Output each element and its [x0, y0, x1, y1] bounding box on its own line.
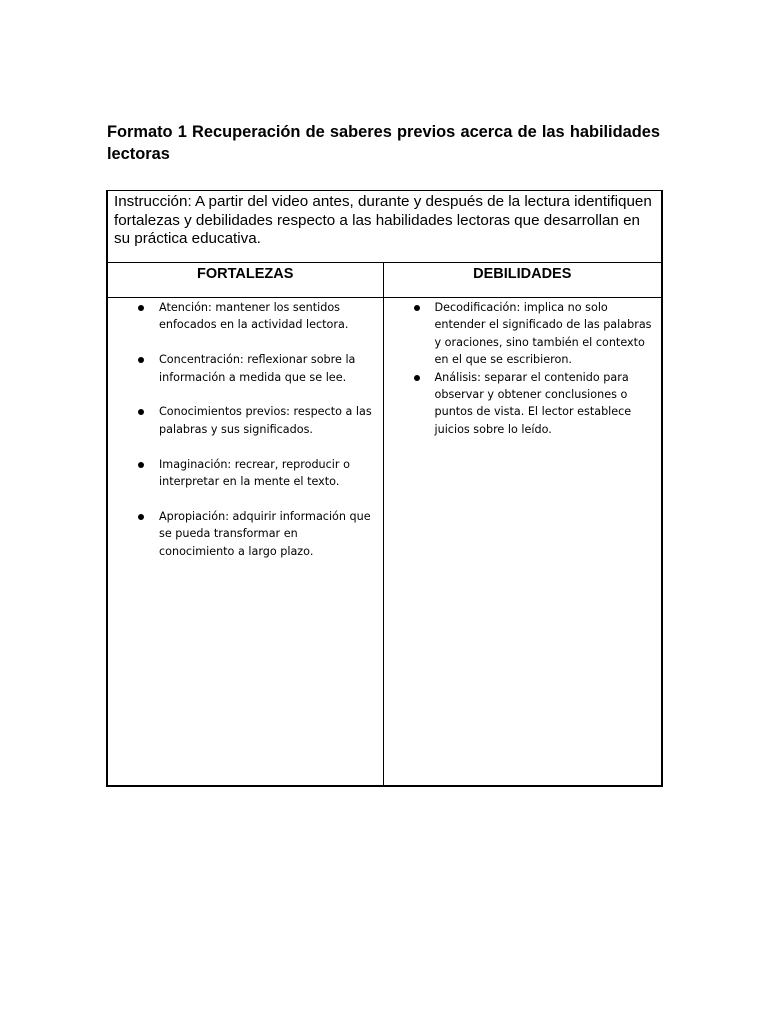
list-item-text: Concentración: reflexionar sobre la información a medida que se lee.	[159, 353, 356, 384]
bullet-icon	[138, 409, 144, 415]
weaknesses-cell	[383, 298, 662, 786]
bullet-icon	[414, 305, 420, 311]
content-row	[107, 298, 662, 786]
instruction-text: Instrucción: A partir del video antes, durante y después de la lectura identifiquen fortalezas y debilidades respecto a las habilidades lectoras que desarrollan en su práctica educativa.	[107, 191, 662, 263]
list-item-text: Conocimientos previos: respecto a las palabras y sus significados.	[159, 405, 372, 436]
bullet-icon	[138, 514, 144, 520]
list-item	[384, 299, 662, 369]
document-title: Formato 1 Recuperación de saberes previos acerca de las habilidades lectoras	[107, 123, 660, 163]
weaknesses-heading: DEBILIDADES	[383, 263, 662, 298]
bullet-icon	[138, 462, 144, 468]
list-item-text: Imaginación: recrear, reproducir o interpretar en la mente el texto.	[159, 457, 350, 489]
strengths-weaknesses-table	[106, 190, 663, 787]
list-item-text: Atención: mantener los sentidos enfocados en la actividad lectora.	[159, 301, 349, 332]
weaknesses-list	[384, 299, 662, 438]
list-item	[384, 369, 662, 439]
list-item	[108, 299, 383, 334]
strengths-list	[108, 299, 383, 560]
bullet-icon	[138, 357, 144, 363]
strengths-cell	[107, 298, 383, 786]
list-item	[108, 456, 383, 491]
list-item-text: Decodificación: implica no solo entender el significado de las palabras y oraciones, sino también el contexto en el que se escribieron.	[434, 301, 652, 367]
list-item	[108, 403, 383, 438]
column-headers-row	[107, 263, 662, 298]
list-item	[108, 508, 383, 560]
bullet-icon	[138, 305, 144, 311]
list-item-text: Análisis: separar el contenido para observar y obtener conclusiones o puntos de vista. El lector establece juicios sobre lo leído.	[434, 370, 632, 436]
list-item-text: Apropiación: adquirir información que se pueda transformar en conocimiento a largo plazo.	[159, 509, 371, 558]
list-item	[108, 351, 383, 386]
bullet-icon	[414, 375, 420, 381]
instruction-row	[107, 191, 662, 263]
strengths-heading: FORTALEZAS	[107, 263, 383, 298]
